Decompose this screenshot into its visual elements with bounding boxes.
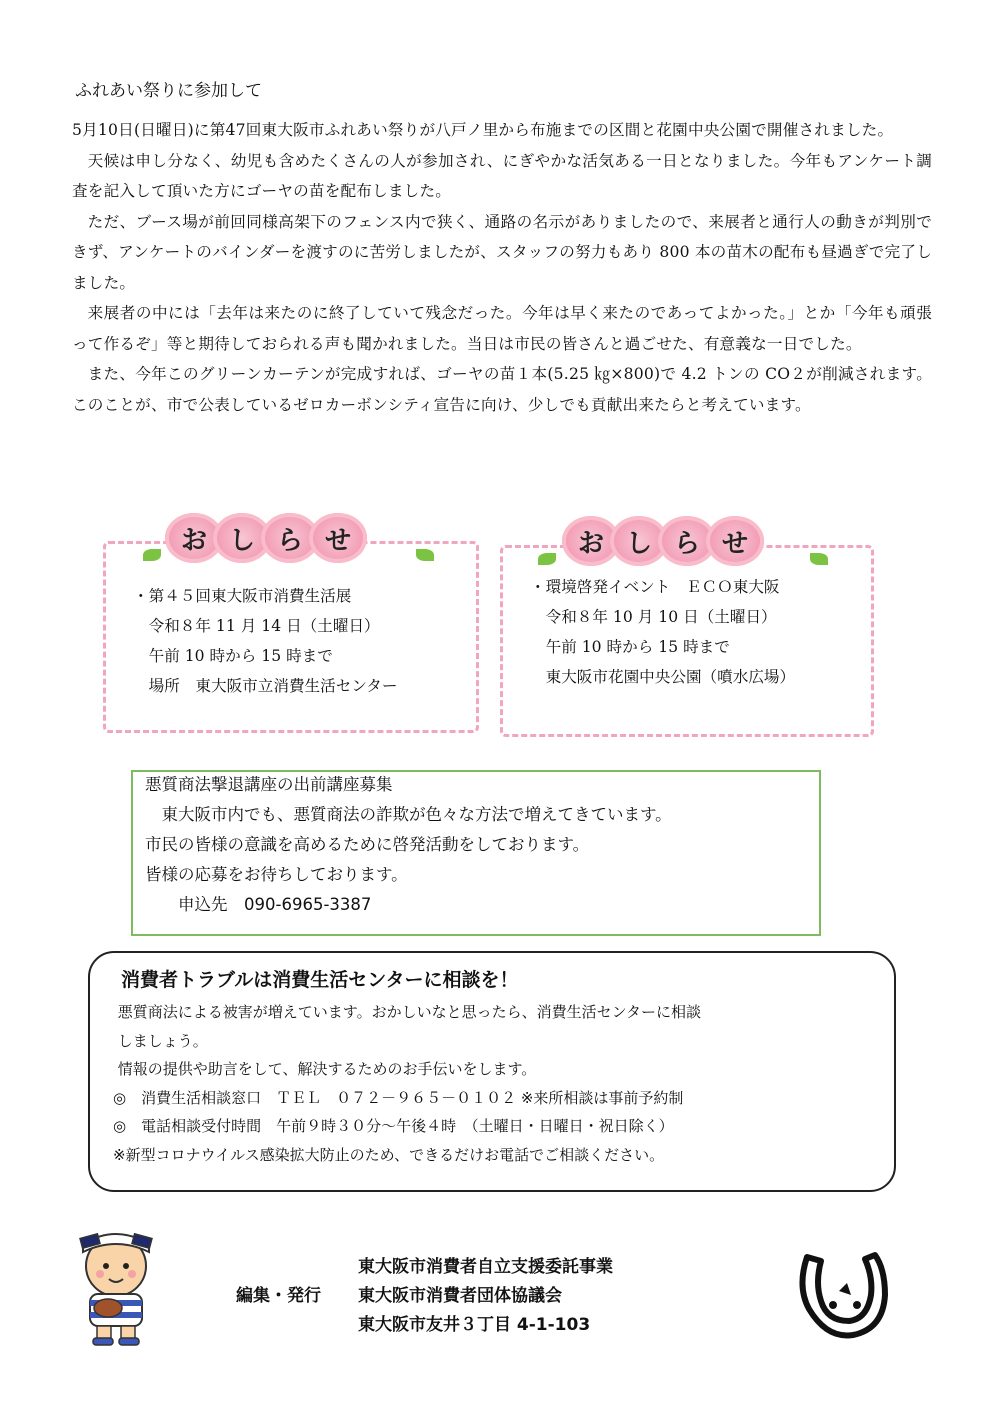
consultation-line: 悪質商法による被害が増えています。おかしいなと思ったら、消費生活センターに相談 — [113, 1003, 701, 1021]
organization-logo-icon — [787, 1247, 899, 1343]
footer-address: 東大阪市友井３丁目 4-1-103 — [358, 1315, 591, 1335]
article-paragraph: 来展者の中には「去年は来たのに終了していて残念だった。今年は早く来たのであってよかった。」とか「今年も頑張って作るぞ」等と期待しておられる声も聞かれました。当日は市民の皆さんと過ごせた、有意義な一日でした。 — [72, 304, 932, 353]
footer-sponsor: 東大阪市消費者自立支援委託事業 — [358, 1257, 613, 1277]
consultation-notice: ※新型コロナウイルス感染拡大防止のため、できるだけお電話でご相談ください。 — [113, 1145, 665, 1164]
mascot-character-illustration — [75, 1222, 157, 1347]
notice-line: 午前 10 時から 15 時まで — [530, 638, 730, 656]
lecture-line: 皆様の応募をお待ちしております。 — [145, 865, 408, 884]
leaf-icon — [143, 549, 161, 561]
flower-letter: お — [165, 513, 223, 563]
notice-line: 東大阪市花園中央公園（噴水広場） — [530, 668, 796, 686]
footer-label: 編集・発行 — [236, 1286, 321, 1306]
flower-letter: し — [213, 513, 271, 563]
footer-publisher: 東大阪市消費者団体協議会 — [358, 1286, 562, 1306]
lecture-title: 悪質商法撃退講座の出前講座募集 — [145, 775, 393, 794]
article-body — [72, 115, 932, 420]
article-paragraph: また、今年このグリーンカーテンが完成すれば、ゴーヤの苗１本(5.25 ㎏×800)で 4.2 トンの CO２が削減されます。このことが、市で公表しているゼロカーボンシティ宣告に向け、少しでも貢献出来たらと考えています。 — [72, 365, 932, 414]
notice-content — [133, 581, 397, 701]
consultation-content — [113, 965, 701, 1169]
notice-line: 令和８年 10 月 10 日（土曜日） — [530, 608, 777, 626]
flower-letter: ら — [261, 513, 319, 563]
leaf-icon — [538, 553, 556, 565]
notice-content — [530, 572, 795, 692]
flower-letter: せ — [309, 513, 367, 563]
lecture-content — [145, 770, 672, 920]
article-paragraph: ただ、ブース場が前回同様高架下のフェンス内で狭く、通路の名示がありましたので、来展者と通行人の動きが判別できず、アンケートのバインダーを渡すのに苦労しましたが、スタッフの努力もあり 800 本の苗木の配布も昼過ぎで完了しました。 — [72, 212, 932, 292]
notice-line: ・環境啓発イベント ＥＣＯ東大阪 — [530, 578, 780, 596]
article-title: ふれあい祭りに参加して — [75, 81, 262, 101]
article-paragraph: 5月10日(日曜日)に第47回東大阪市ふれあい祭りが八戸ノ里から布施までの区間と花園中央公園で開催されました。 — [72, 121, 894, 139]
lecture-line: 市民の皆様の意識を高めるために啓発活動をしております。 — [145, 835, 590, 854]
consultation-hours: ◎ 電話相談受付時間 午前９時３０分～午後４時 （土曜日・日曜日・祝日除く） — [113, 1117, 674, 1135]
flower-letter: し — [610, 516, 668, 566]
flower-letter: ら — [658, 516, 716, 566]
flower-letter: お — [562, 516, 620, 566]
consultation-line: しましょう。 — [113, 1031, 208, 1050]
lecture-line: 申込先 090-6965-3387 — [145, 895, 372, 914]
notice-heading — [562, 516, 754, 566]
notice-line: ・第４５回東大阪市消費生活展 — [133, 587, 352, 605]
notice-heading — [165, 513, 357, 563]
notice-line: 午前 10 時から 15 時まで — [133, 647, 333, 665]
consultation-heading: 消費者トラブルは消費生活センターに相談を！ — [121, 969, 519, 991]
consultation-phone: ◎ 消費生活相談窓口 ＴＥＬ ０７２－９６５－０１０２ ※来所相談は事前予約制 — [113, 1088, 684, 1107]
article-paragraph: 天候は申し分なく、幼児も含めたくさんの人が参加され、にぎやかな活気ある一日となりました。今年もアンケート調査を記入して頂いた方にゴーヤの苗を配布しました。 — [72, 151, 932, 200]
leaf-icon — [416, 549, 434, 561]
lecture-line: 東大阪市内でも、悪質商法の詐欺が色々な方法で増えてきています。 — [145, 805, 672, 824]
leaf-icon — [810, 553, 828, 565]
consultation-line: 情報の提供や助言をして、解決するためのお手伝いをします。 — [113, 1060, 537, 1078]
flower-letter: せ — [706, 516, 764, 566]
notice-line: 令和８年 11 月 14 日（土曜日） — [133, 617, 380, 635]
notice-line: 場所 東大阪市立消費生活センター — [133, 677, 398, 695]
